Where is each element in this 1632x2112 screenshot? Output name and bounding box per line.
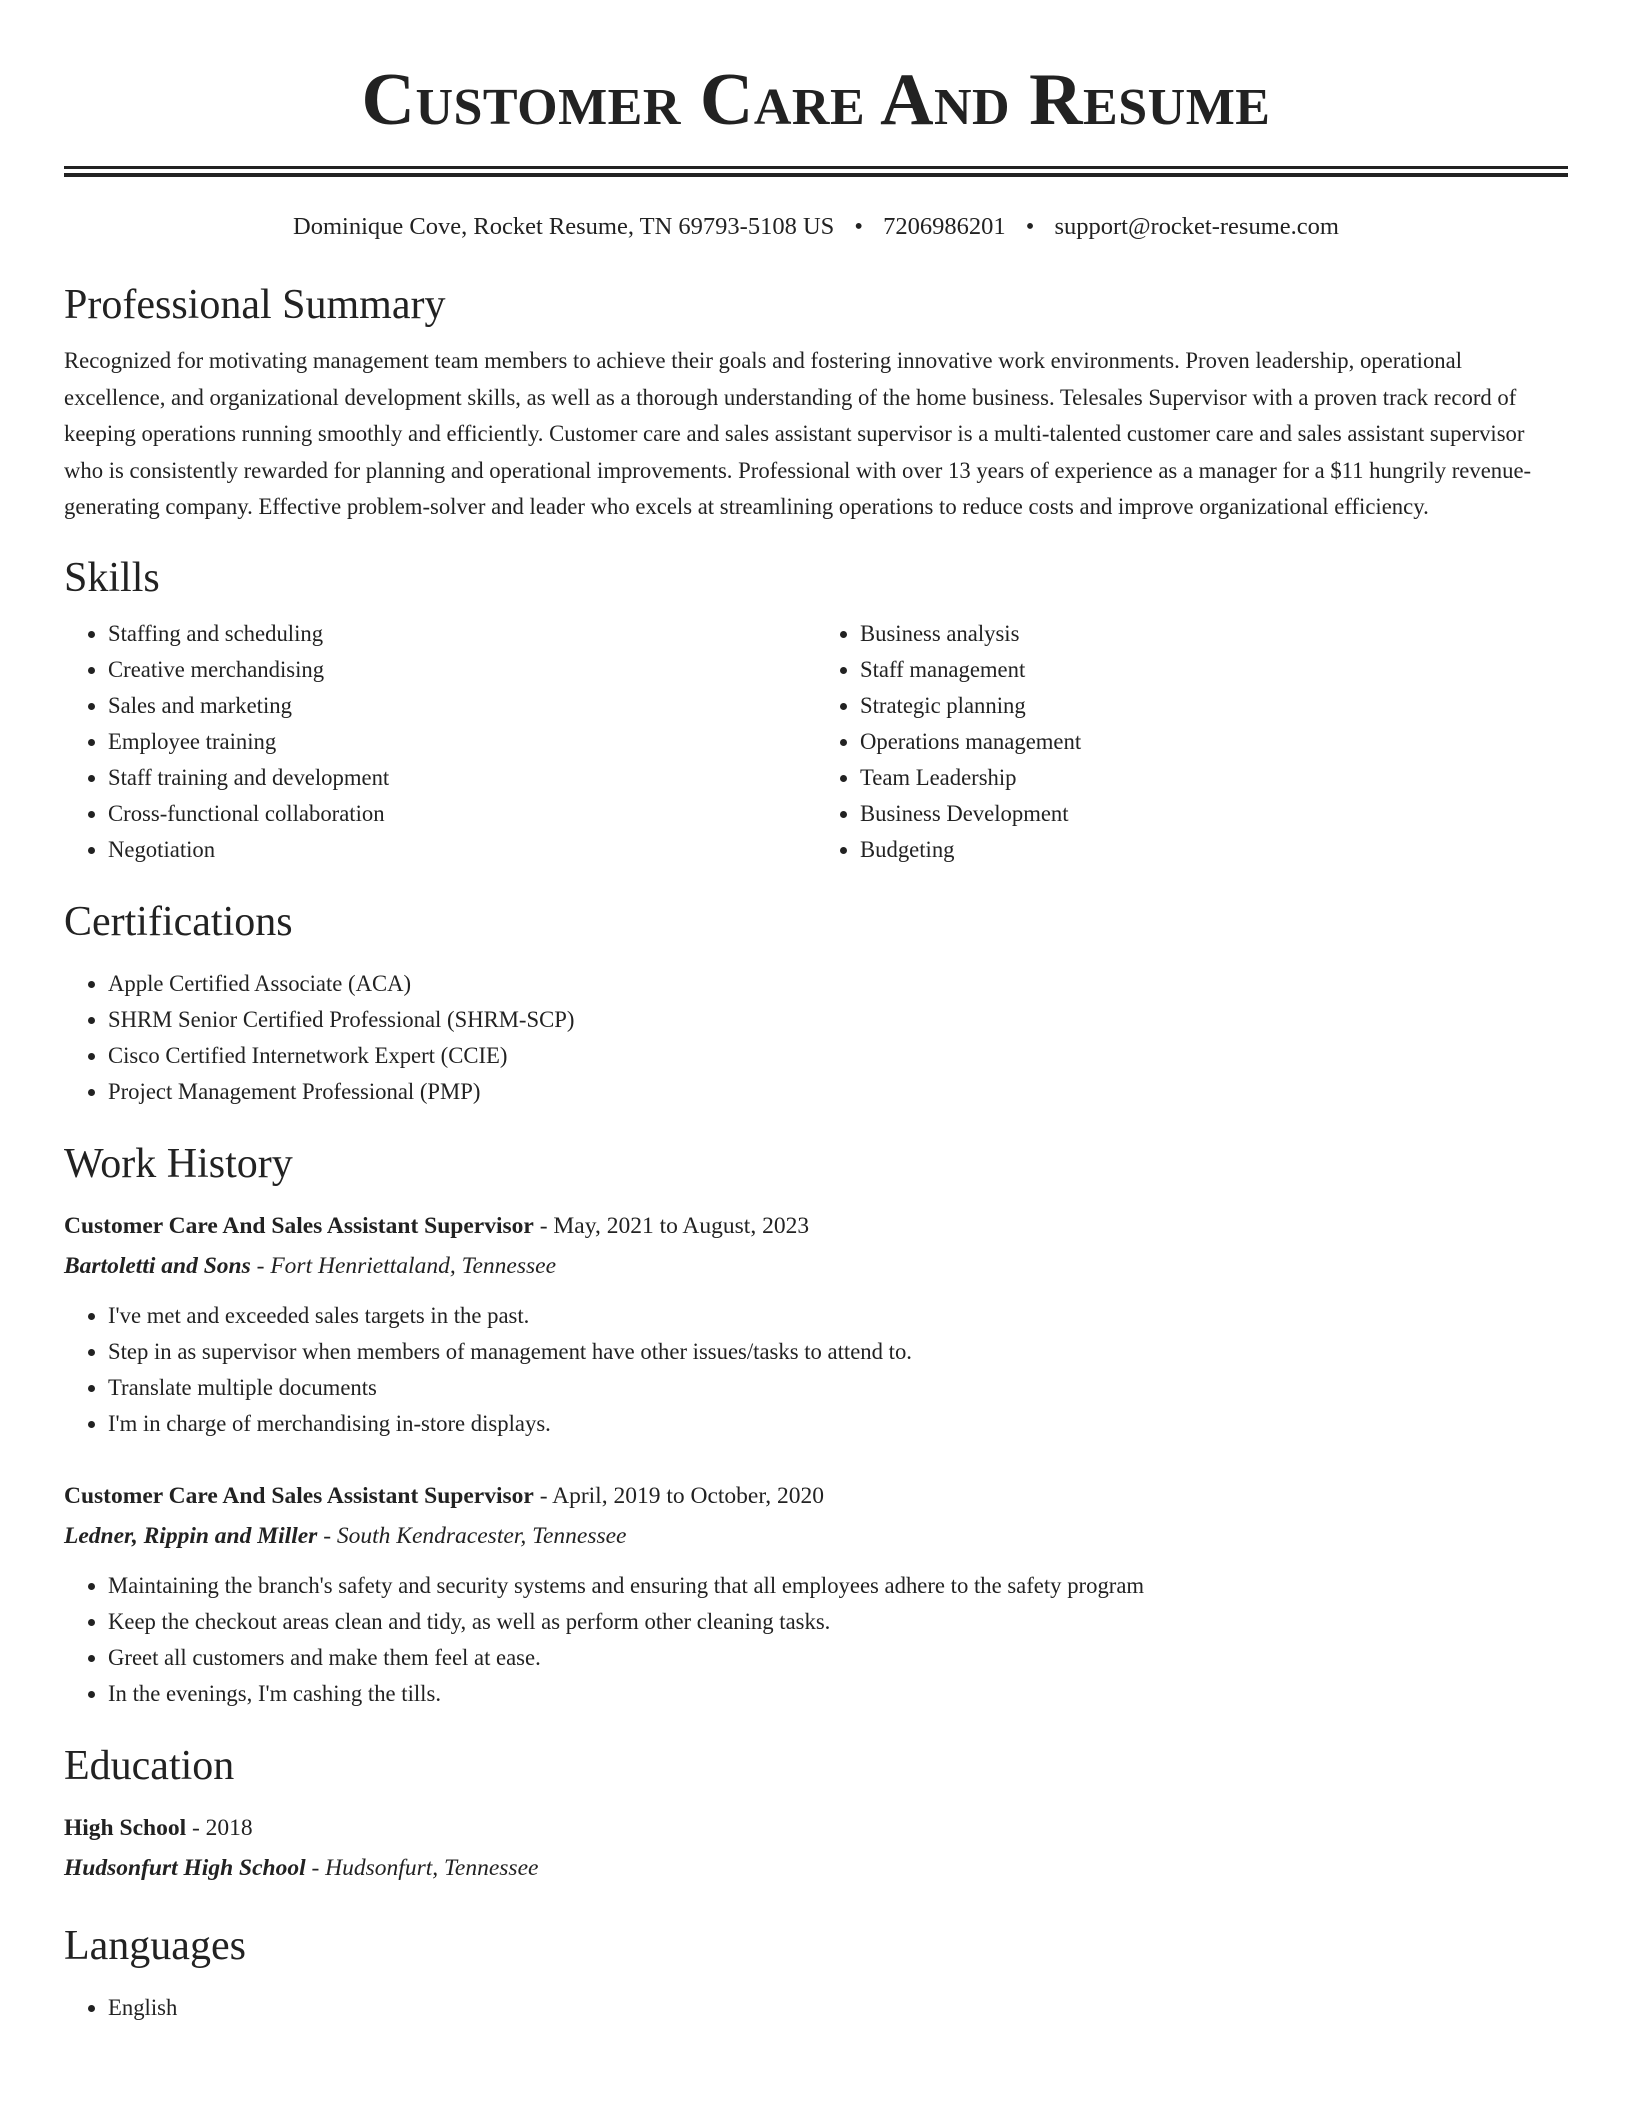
section-heading-languages: Languages xyxy=(64,1922,246,1969)
job-company: Ledner, Rippin and Miller xyxy=(64,1522,318,1549)
job-duty: • In the evenings, I'm cashing the tills. xyxy=(108,1676,1568,1712)
education-school: Hudsonfurt High School xyxy=(64,1854,306,1881)
job-duties xyxy=(64,1298,1568,1442)
skill-item: • Business Development xyxy=(860,796,1568,832)
contact-phone: 7206986201 xyxy=(883,213,1006,240)
education-degree-line xyxy=(64,1810,1568,1846)
education-school-line xyxy=(64,1850,1568,1886)
skill-item: • Strategic planning xyxy=(860,688,1568,724)
education-location: - Hudsonfurt, Tennessee xyxy=(311,1854,539,1881)
job-dates: - May, 2021 to August, 2023 xyxy=(539,1212,810,1239)
languages-list xyxy=(64,1990,1568,2026)
job-duty: • Keep the checkout areas clean and tidy, as well as perform other cleaning tasks. xyxy=(108,1604,1568,1640)
job-company-line xyxy=(64,1248,1568,1284)
contact-separator: • xyxy=(1025,213,1035,240)
skills-list-left xyxy=(64,616,816,868)
skill-item: • Sales and marketing xyxy=(108,688,816,724)
contact-separator: • xyxy=(854,213,863,240)
language-item: • English xyxy=(108,1990,1568,2026)
certification-item: • Cisco Certified Internetwork Expert (CCIE) xyxy=(108,1038,1568,1074)
skill-item: • Budgeting xyxy=(860,832,1568,868)
contact-email: support@rocket-resume.com xyxy=(1054,213,1339,240)
skill-item: • Business analysis xyxy=(860,616,1568,652)
contact-line xyxy=(64,211,1568,243)
skills-grid xyxy=(64,616,1568,868)
education-entry xyxy=(64,1810,1568,1886)
certifications-list xyxy=(64,966,1568,1110)
job-title: Customer Care And Sales Assistant Supervisor xyxy=(64,1212,534,1239)
section-heading-work-history: Work History xyxy=(64,1140,293,1187)
job-location: - South Kendracester, Tennessee xyxy=(323,1522,627,1549)
job-title-line xyxy=(64,1208,1568,1244)
skill-item: • Cross-functional collaboration xyxy=(108,796,816,832)
skill-item: • Creative merchandising xyxy=(108,652,816,688)
job-duty: • I'm in charge of merchandising in-store displays. xyxy=(108,1406,1568,1442)
job-entry xyxy=(64,1208,1568,1442)
certification-item: • SHRM Senior Certified Professional (SHRM-SCP) xyxy=(108,1002,1568,1038)
skill-item: • Staff training and development xyxy=(108,760,816,796)
job-title-line xyxy=(64,1478,1568,1514)
section-heading-certifications: Certifications xyxy=(64,898,293,945)
skill-item: • Staff management xyxy=(860,652,1568,688)
job-title: Customer Care And Sales Assistant Supervisor xyxy=(64,1482,534,1509)
job-duties xyxy=(64,1568,1568,1712)
skill-item: • Employee training xyxy=(108,724,816,760)
job-company: Bartoletti and Sons xyxy=(64,1252,251,1279)
skill-item: • Operations management xyxy=(860,724,1568,760)
skill-item: • Negotiation xyxy=(108,832,816,868)
job-location: - Fort Henriettaland, Tennessee xyxy=(256,1252,556,1279)
job-company-line xyxy=(64,1518,1568,1554)
job-entry xyxy=(64,1478,1568,1712)
resume-title: Customer Care And Resume xyxy=(361,59,1271,141)
contact-address: Dominique Cove, Rocket Resume, TN 69793-5108 US xyxy=(293,213,835,240)
education-year: - 2018 xyxy=(191,1814,253,1841)
section-heading-skills: Skills xyxy=(64,554,160,601)
job-dates: - April, 2019 to October, 2020 xyxy=(539,1482,824,1509)
section-heading-summary: Professional Summary xyxy=(64,282,446,328)
skills-list-right xyxy=(816,616,1568,868)
title-divider xyxy=(64,166,1568,177)
job-duty: • Translate multiple documents xyxy=(108,1370,1568,1406)
section-heading-education: Education xyxy=(64,1742,235,1789)
certification-item: • Project Management Professional (PMP) xyxy=(108,1074,1568,1110)
job-duty: • Greet all customers and make them feel at ease. xyxy=(108,1640,1568,1676)
job-duty: • Step in as supervisor when members of management have other issues/tasks to attend to. xyxy=(108,1334,1568,1370)
job-duty: • Maintaining the branch's safety and security systems and ensuring that all employees adhere to the safety program xyxy=(108,1568,1568,1604)
job-duty: • I've met and exceeded sales targets in the past. xyxy=(108,1298,1568,1334)
certification-item: • Apple Certified Associate (ACA) xyxy=(108,966,1568,1002)
summary-text: Recognized for motivating management team members to achieve their goals and fostering innovative work environments. Proven leadership, operational excellence, and organizational development skills, as well as a thorough understanding of the home business. Telesales Supervisor with a proven track record of keeping operations running smoothly and efficiently. Customer care and sales assistant supervisor is a multi-talented customer care and sales assistant supervisor who is consistently rewarded for planning and operational improvements. Professional with over 13 years of experience as a manager for a $11 hungrily revenue-generating company. Effective problem-solver and leader who excels at streamlining operations to reduce costs and improve organizational efficiency. xyxy=(64,348,1532,519)
skill-item: • Staffing and scheduling xyxy=(108,616,816,652)
education-degree: High School xyxy=(64,1814,187,1841)
skill-item: • Team Leadership xyxy=(860,760,1568,796)
